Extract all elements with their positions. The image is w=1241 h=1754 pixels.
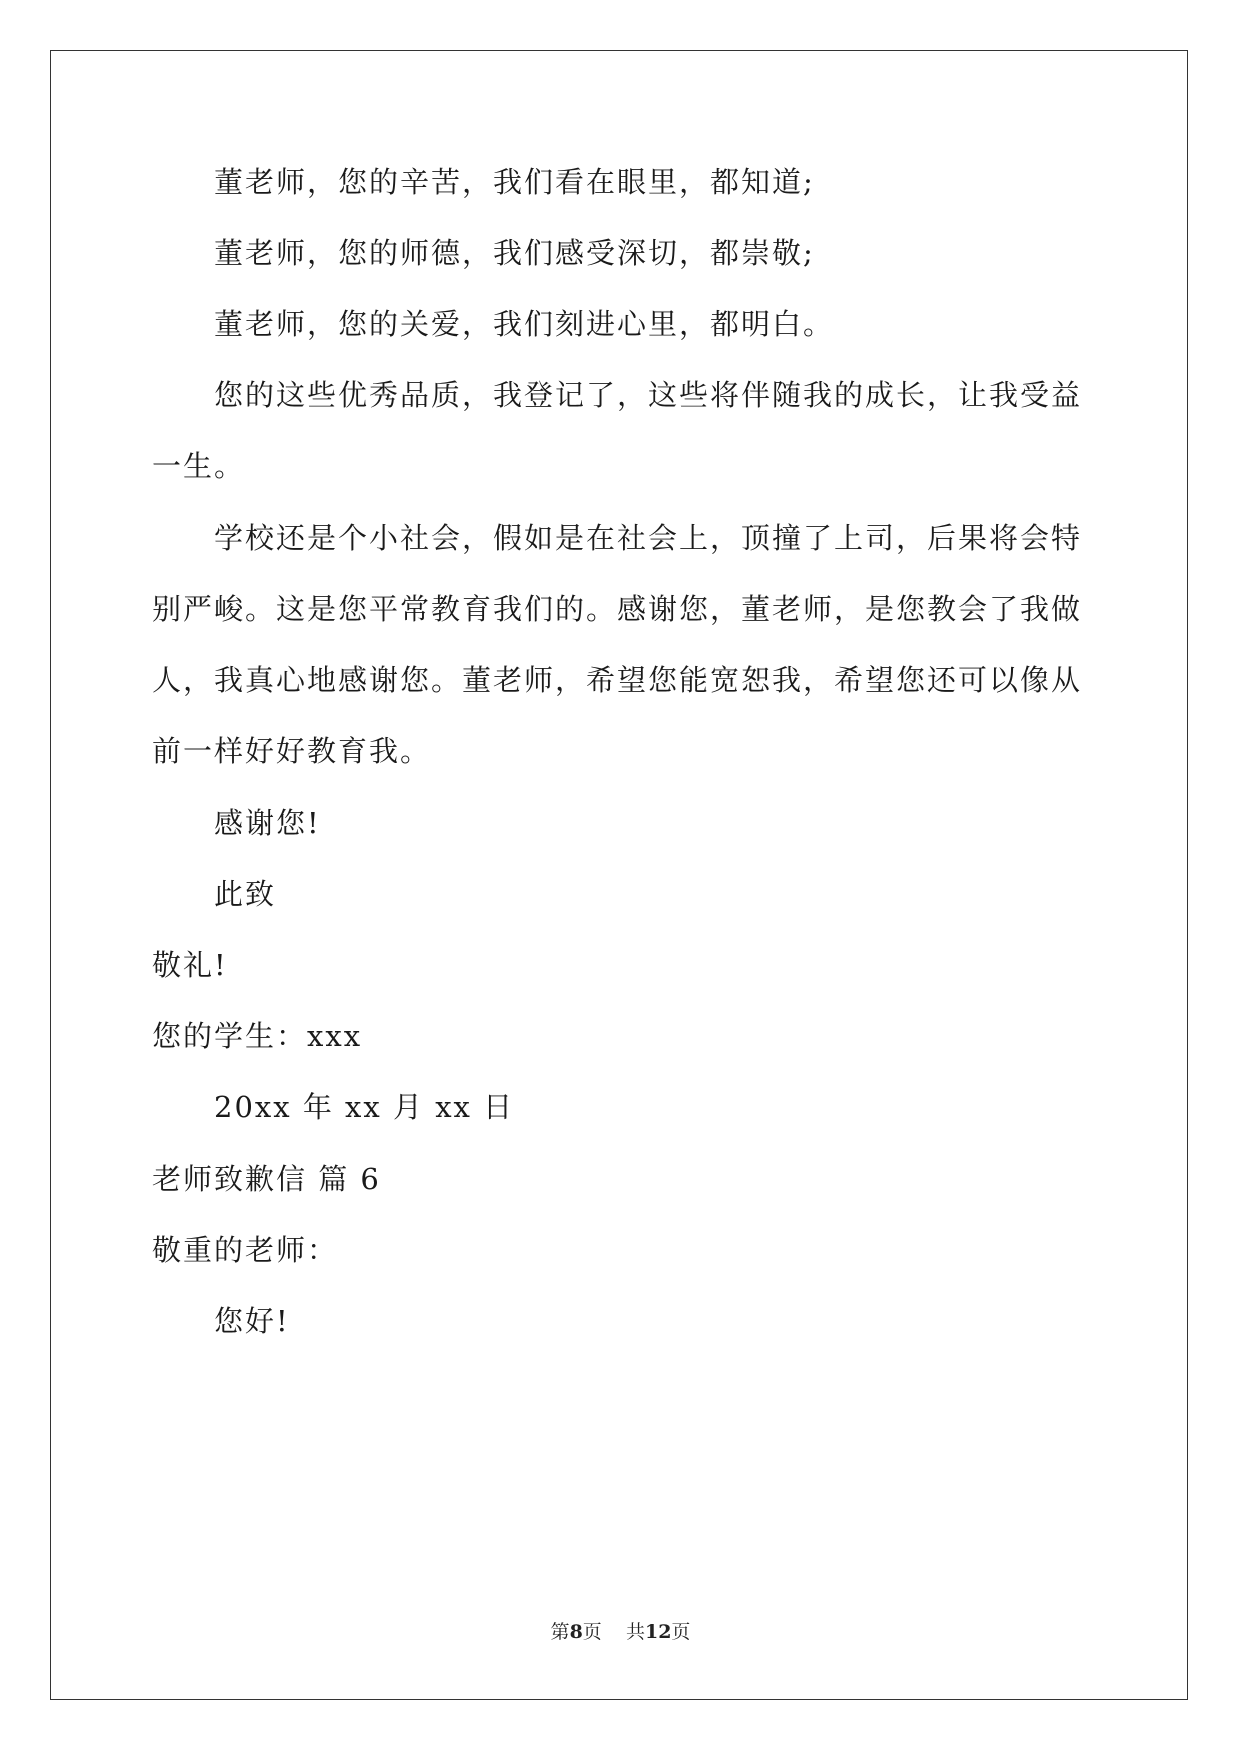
paragraph-line: 前一样好好教育我。 [152, 734, 432, 768]
footer-suffix: 页 [671, 1621, 691, 1643]
paragraph-line: 一生。 [152, 449, 246, 483]
paragraph-line: 学校还是个小社会，假如是在社会上，顶撞了上司，后果将会特 [214, 521, 1083, 555]
closing-thanks: 感谢您! [214, 806, 321, 840]
paragraph-line: 董老师，您的关爱，我们刻进心里，都明白。 [214, 307, 835, 341]
paragraph-line: 您的这些优秀品质，我登记了，这些将伴随我的成长，让我受益 [214, 378, 1083, 412]
paragraph-line: 人，我真心地感谢您。董老师，希望您能宽恕我，希望您还可以像从 [152, 663, 1083, 697]
paragraph-line: 董老师，您的师德，我们感受深切，都崇敬; [214, 236, 815, 270]
footer-total-pages: 12 [644, 1621, 672, 1643]
signature: 您的学生：xxx [152, 1019, 363, 1053]
paragraph-line: 董老师，您的辛苦，我们看在眼里，都知道; [214, 165, 815, 199]
footer-prefix: 第 [550, 1621, 570, 1643]
page-footer [0, 1620, 1241, 1644]
greeting-hello: 您好! [214, 1304, 290, 1338]
paragraph-line: 别严峻。这是您平常教育我们的。感谢您，董老师，是您教会了我做 [152, 592, 1083, 626]
closing-salutation: 此致 [214, 877, 277, 911]
greeting-line: 敬重的老师： [152, 1233, 339, 1267]
date-line: 20xx 年 xx 月 xx 日 [214, 1090, 515, 1124]
footer-mid: 页 共 [582, 1621, 645, 1643]
footer-page-number: 8 [569, 1621, 583, 1643]
closing-respect: 敬礼! [152, 948, 228, 982]
section-heading: 老师致歉信 篇 6 [152, 1162, 381, 1196]
